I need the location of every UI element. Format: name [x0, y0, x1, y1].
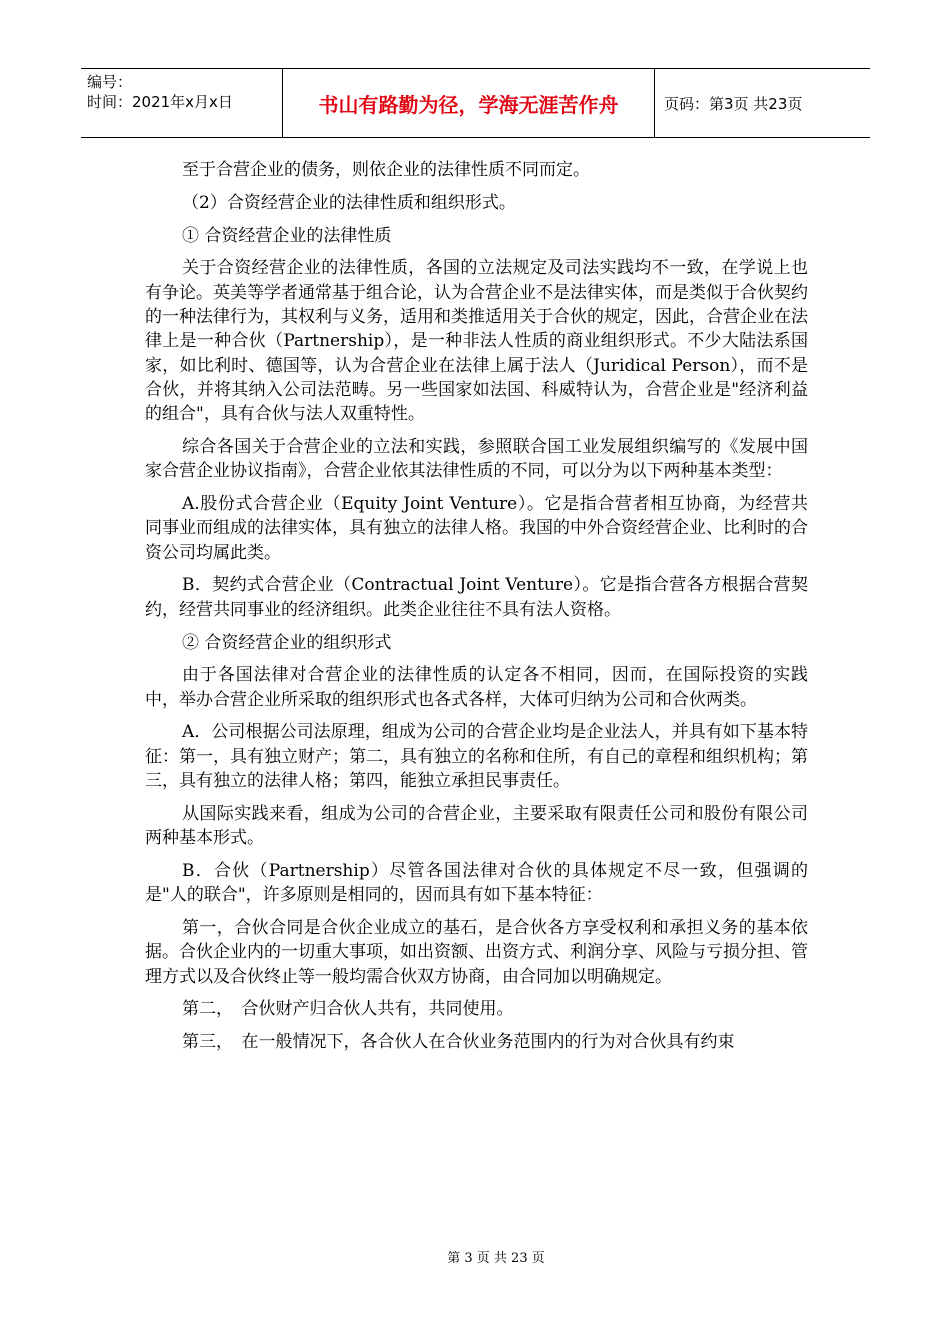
paragraph: 由于各国法律对合营企业的法律性质的认定各不相同，因而，在国际投资的实践中，举办合营企业所采取的组织形式也各式各样，大体可归纳为公司和合伙两类。 — [145, 665, 808, 710]
paragraph: 综合各国关于合营企业的立法和实践，参照联合国工业发展组织编写的《发展中国家合营企业协议指南》，合营企业依其法律性质的不同，可以分为以下两种基本类型： — [145, 436, 808, 482]
paragraph: B．契约式合营企业（Contractual Joint Venture）。它是指合营各方根据合营契约，经营共同事业的经济组织。此类企业往往不具有法人资格。 — [145, 575, 808, 620]
subsection-heading: ① 合资经营企业的法律性质 — [182, 225, 392, 246]
header-meta — [81, 69, 283, 137]
paragraph: 第三， 在一般情况下，各合伙人在合伙业务范围内的行为对合伙具有约束 — [182, 1032, 735, 1053]
paragraph: 关于合资经营企业的法律性质，各国的立法规定及司法实践均不一致，在学说上也有争论。英美等学者通常基于组合论，认为合营企业不是法律实体，而是类似于合伙契约的一种法律行为，其权利与义务，适用和类推适用关于合伙的规定，因此，合营企业在法律上是一种合伙（Partnership），是一种非法人性质的商业组织形式。不少大陆法系国家，如比利时、德国等，认为合营企业在法律上属于法人（Juridical Person），而不是合伙，并将其纳入公司法范畴。另一些国家如法国、科威特认为，合营企业是"经济利益的组合"，具有合伙与法人双重特性。 — [145, 258, 808, 425]
page-footer — [0, 1247, 950, 1266]
paragraph: 第一，合伙合同是合伙企业成立的基石，是合伙各方享受权利和承担义务的基本依据。合伙企业内的一切重大事项，如出资额、出资方式、利润分享、风险与亏损分担、管理方式以及合伙终止等一般均需合伙双方协商，由合同加以明确规定。 — [145, 918, 808, 987]
paragraph: 从国际实践来看，组成为公司的合营企业，主要采取有限责任公司和股份有限公司两种基本形式。 — [145, 803, 808, 849]
paragraph: 至于合营企业的债务，则依企业的法律性质不同而定。 — [182, 160, 590, 180]
paragraph: A.股份式合营企业（Equity Joint Venture）。它是指合营者相互协商，为经营共同事业而组成的法律实体，具有独立的法律人格。我国的中外合资经营企业、比利时的合资公司均属此类。 — [145, 494, 808, 563]
paragraph: B．合伙（Partnership）尽管各国法律对合伙的具体规定不尽一致，但强调的是"人的联合"，许多原则是相同的，因而具有如下基本特征： — [145, 860, 808, 906]
header-motto: 书山有路勤为径，学海无涯苦作舟 — [283, 69, 655, 137]
document-number-label: 编号： — [87, 73, 133, 91]
document-body — [145, 158, 808, 1063]
header-page-number: 页码：第3页 共23页 — [664, 94, 803, 113]
section-heading: （2）合资经营企业的法律性质和组织形式。 — [182, 192, 516, 213]
page-header — [81, 68, 870, 138]
document-date-label: 时间：2021年x月x日 — [87, 93, 233, 111]
subsection-heading: ② 合资经营企业的组织形式 — [182, 632, 392, 653]
paragraph: 第二， 合伙财产归合伙人共有，共同使用。 — [182, 999, 514, 1020]
paragraph: A．公司根据公司法原理，组成为公司的合营企业均是企业法人，并具有如下基本特征：第一，具有独立财产；第二，具有独立的名称和住所，有自己的章程和组织机构；第三，具有独立的法律人格；第四，能独立承担民事责任。 — [145, 722, 808, 792]
footer-page-number: 第 3 页 共 23 页 — [447, 1251, 545, 1266]
